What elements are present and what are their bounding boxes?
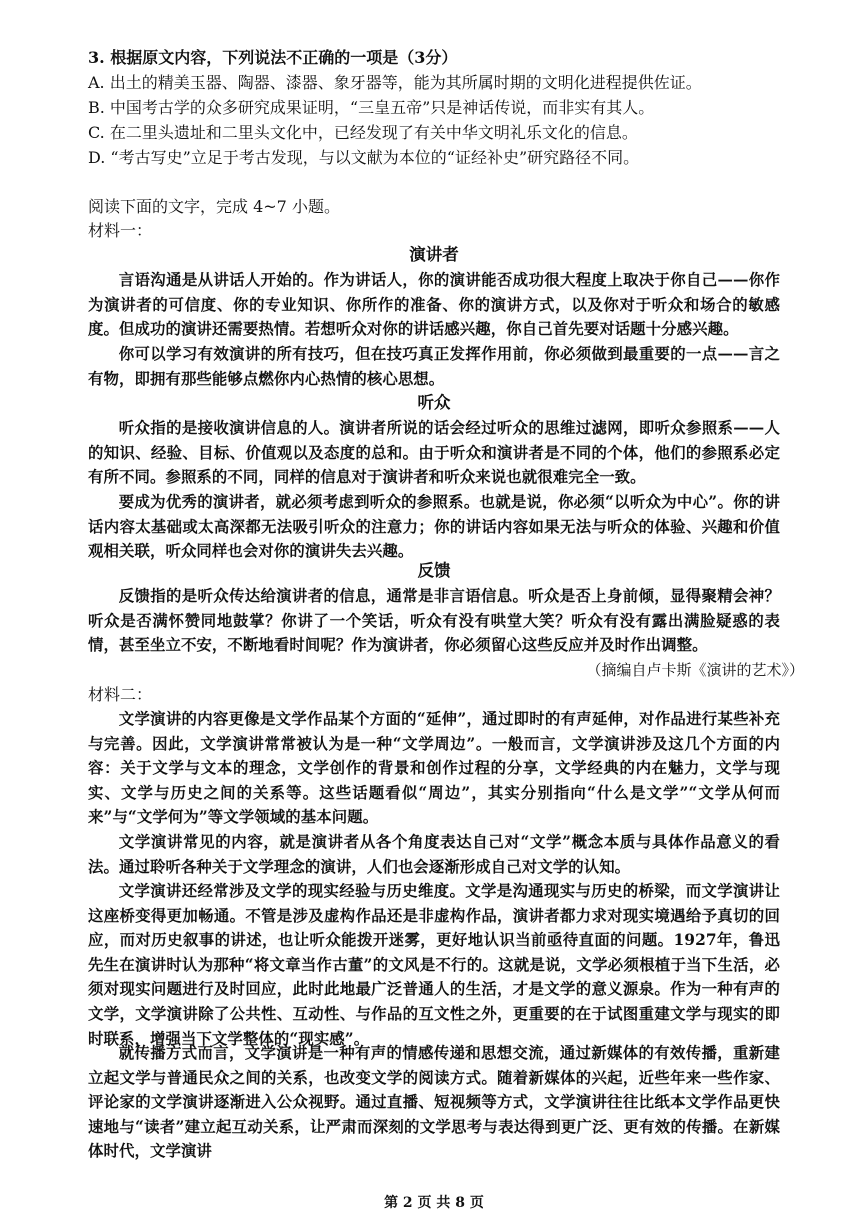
section-heading-feedback: 反馈 (417, 561, 451, 580)
paragraph: 要成为优秀的演讲者，就必须考虑到听众的参照系。也就是说，你必须“以听众为中心”。你的讲话内容太基础或太高深都无法吸引听众的注意力；你的讲话内容如果无法与听众的体验、兴趣和价值观相关联，听众同样也会对你的演讲失去兴趣。 (88, 493, 780, 561)
material-1-citation: （摘编自卢卡斯《演讲的艺术》） (586, 661, 804, 679)
question-3-option-b: B. 中国考古学的众多研究成果证明，“三皇五帝”只是神话传说，而非实有其人。 (88, 98, 655, 117)
reading-instruction: 阅读下面的文字，完成 4~7 小题。 (88, 197, 340, 216)
material-2-label: 材料二： (88, 685, 153, 704)
page-footer: 第 2 页 共 8 页 (384, 1195, 484, 1211)
question-3-stem: 3. 根据原文内容，下列说法不正确的一项是（3分） (88, 48, 458, 67)
paragraph: 你可以学习有效演讲的所有技巧，但在技巧真正发挥作用前，你必须做到最重要的一点——言之有物，即拥有那些能够点燃你内心热情的核心思想。 (88, 345, 780, 388)
question-3-option-d: D. “考古写史”立足于考古发现，与以文献为本位的“证经补史”研究路径不同。 (88, 148, 640, 167)
paragraph: 文学演讲还经常涉及文学的现实经验与历史维度。文学是沟通现实与历史的桥梁，而文学演讲让这座桥变得更加畅通。不管是涉及虚构作品还是非虚构作品，演讲者都力求对现实境遇给予真切的回应，而对历史叙事的讲述，也让听众能拨开迷雾，更好地认识当前亟待直面的问题。1927年，鲁迅先生在演讲时认为那种“将文章当作古董”的文风是不行的。这就是说，文学必须根植于当下生活，必须对现实问题进行及时回应，此时此地最广泛普通人的生活，才是文学的意义源泉。作为一种有声的文学，文学演讲除了公共性、互动性、与作品的互文性之外，更重要的在于试图重建文学与现实的即时联系，增强当下文学整体的“现实感”。 (88, 882, 780, 1048)
material-1-label: 材料一： (88, 221, 153, 240)
paragraph: 听众指的是接收演讲信息的人。演讲者所说的话会经过听众的思维过滤网，即听众参照系——人的知识、经验、目标、价值观以及态度的总和。由于听众和演讲者是不同的个体，他们的参照系必定有所不同。参照系的不同，同样的信息对于演讲者和听众来说也就很难完全一致。 (88, 419, 780, 487)
section-heading-audience: 听众 (417, 393, 451, 412)
question-3-option-a: A. 出土的精美玉器、陶器、漆器、象牙器等，能为其所属时期的文明化进程提供佐证。 (88, 73, 702, 92)
paragraph: 文学演讲常见的内容，就是演讲者从各个角度表达自己对“文学”概念本质与具体作品意义的看法。通过聆听各种关于文学理念的演讲，人们也会逐渐形成自己对文学的认知。 (88, 833, 780, 876)
paragraph: 言语沟通是从讲话人开始的。作为讲话人，你的演讲能否成功很大程度上取决于你自己——你作为演讲者的可信度、你的专业知识、你所作的准备、你的演讲方式，以及你对于听众和场合的敏感度。但成功的演讲还需要热情。若想听众对你的讲话感兴趣，你自己首先要对话题十分感兴趣。 (88, 271, 780, 339)
paragraph: 文学演讲的内容更像是文学作品某个方面的“延伸”，通过即时的有声延伸，对作品进行某些补充与完善。因此，文学演讲常常被认为是一种“文学周边”。一般而言，文学演讲涉及这几个方面的内容：关于文学与文本的理念，文学创作的背景和创作过程的分享，文学经典的内在魅力，文学与现实、文学与历史之间的关系等。这些话题看似“周边”，其实分别指向“什么是文学”“文学从何而来”与“文学何为”等文学领域的基本问题。 (88, 710, 780, 827)
paragraph: 反馈指的是听众传达给演讲者的信息，通常是非言语信息。听众是否上身前倾，显得聚精会神？听众是否满怀赞同地鼓掌？你讲了一个笑话，听众有没有哄堂大笑？听众有没有露出满脸疑惑的表情，甚至坐立不安，不断地看时间呢？作为演讲者，你必须留心这些反应并及时作出调整。 (88, 587, 780, 655)
paragraph: 就传播方式而言，文学演讲是一种有声的情感传递和思想交流，通过新媒体的有效传播，重新建立起文学与普通民众之间的关系，也改变文学的阅读方式。随着新媒体的兴起，近些年来一些作家、评论家的文学演讲逐渐进入公众视野。通过直播、短视频等方式，文学演讲往往比纸本文学作品更快速地与“读者”建立起互动关系，让严肃而深刻的文学思考与表达得到更广泛、更有效的传播。在新媒体时代，文学演讲 (88, 1044, 780, 1161)
question-3-option-c: C. 在二里头遗址和二里头文化中，已经发现了有关中华文明礼乐文化的信息。 (88, 123, 638, 142)
section-heading-speaker: 演讲者 (409, 245, 459, 264)
